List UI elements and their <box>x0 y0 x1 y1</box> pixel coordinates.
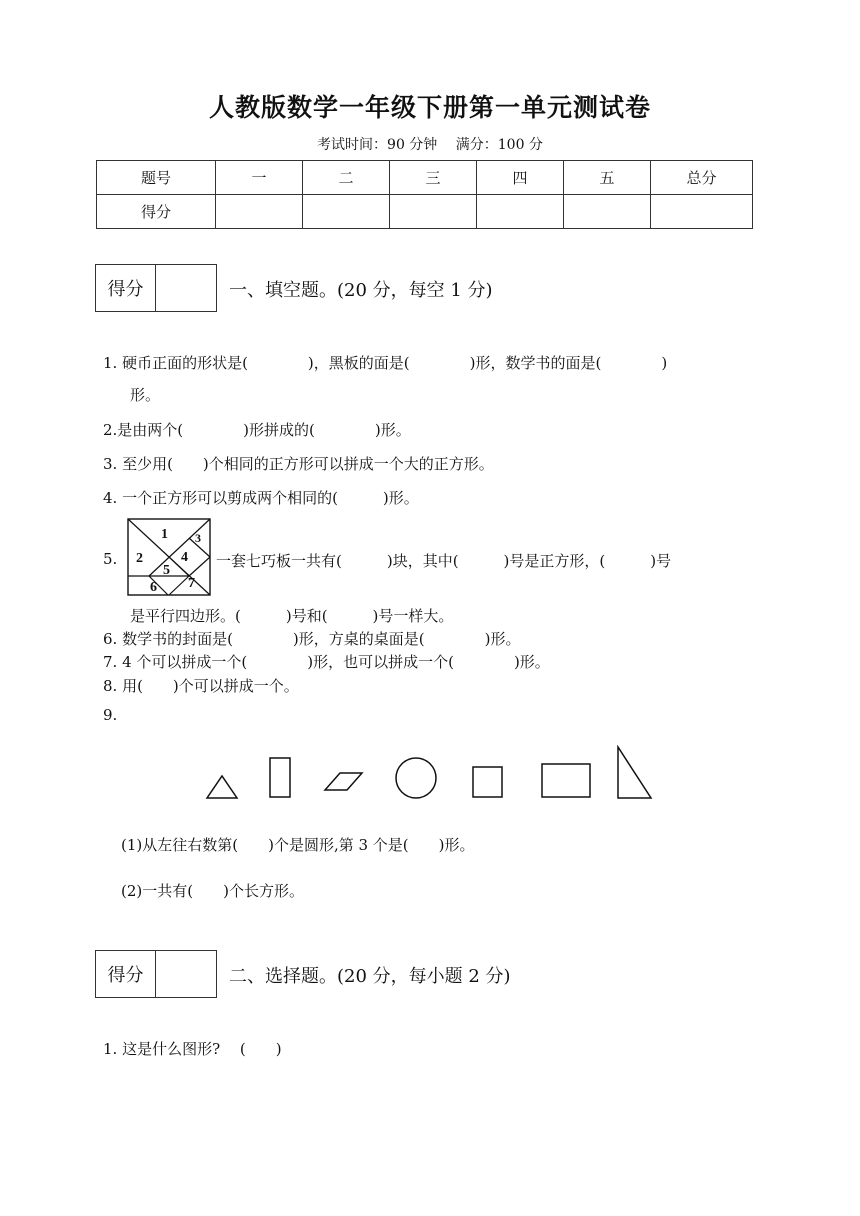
question-5-number: 5. <box>103 550 118 568</box>
parallelogram-icon <box>325 773 362 790</box>
tall-rectangle-icon <box>270 758 290 797</box>
question-9: 9. <box>103 706 118 724</box>
header-cell: 五 <box>564 161 651 195</box>
tangram-label: 7 <box>188 576 195 591</box>
score-cell[interactable] <box>390 195 477 229</box>
score-table <box>96 160 753 229</box>
square-icon <box>473 767 502 797</box>
exam-info: 考试时间：90 分钟 满分：100 分 <box>317 137 543 153</box>
question-4: 4. 一个正方形可以剪成两个相同的( )形。 <box>103 489 419 507</box>
tangram-icon <box>127 518 211 596</box>
score-box-blank[interactable] <box>156 265 216 311</box>
question-1: 1. 硬币正面的形状是( )，黑板的面是( )形，数学书的面是( ) <box>103 354 668 372</box>
right-triangle-icon <box>618 747 651 798</box>
score-box-label: 得分 <box>96 265 156 311</box>
triangle-icon <box>207 776 237 798</box>
page-title: 人教版数学一年级下册第一单元测试卷 <box>208 93 651 122</box>
shape-row <box>200 745 660 805</box>
question-6: 6. 数学书的封面是( )形，方桌的桌面是( )形。 <box>103 630 521 648</box>
score-cell[interactable] <box>216 195 303 229</box>
header-cell: 四 <box>477 161 564 195</box>
score-row-label: 得分 <box>97 195 216 229</box>
header-cell: 题号 <box>97 161 216 195</box>
section1-heading: 一、填空题。(20 分，每空 1 分) <box>229 280 493 301</box>
question-5-cont: 是平行四边形。( )号和( )号一样大。 <box>130 607 454 625</box>
score-box-label: 得分 <box>96 951 156 997</box>
circle-icon <box>396 758 436 798</box>
question-1-cont: 形。 <box>130 386 161 404</box>
tangram-label: 3 <box>195 531 201 545</box>
score-table-score-row <box>97 195 753 229</box>
tangram-label: 2 <box>136 551 143 566</box>
score-cell[interactable] <box>564 195 651 229</box>
header-cell: 总分 <box>651 161 753 195</box>
section2-question-1: 1. 这是什么图形? ( ) <box>103 1040 282 1058</box>
question-3: 3. 至少用( )个相同的正方形可以拼成一个大的正方形。 <box>103 455 494 473</box>
question-5: 一套七巧板一共有( )块，其中( )号是正方形，( )号 <box>216 552 672 570</box>
tangram-label: 5 <box>163 563 170 578</box>
wide-rectangle-icon <box>542 764 590 797</box>
section2-heading: 二、选择题。(20 分，每小题 2 分) <box>229 966 511 987</box>
tangram-label: 6 <box>150 580 157 595</box>
score-cell[interactable] <box>651 195 753 229</box>
header-cell: 三 <box>390 161 477 195</box>
score-table-header-row <box>97 161 753 195</box>
header-cell: 二 <box>303 161 390 195</box>
question-9-part-2: (2)一共有( )个长方形。 <box>121 882 304 900</box>
score-box-blank[interactable] <box>156 951 216 997</box>
tangram-label: 4 <box>181 550 188 565</box>
header-cell: 一 <box>216 161 303 195</box>
section2-score-box <box>95 950 217 998</box>
score-cell[interactable] <box>303 195 390 229</box>
tangram-label: 1 <box>161 527 168 542</box>
score-cell[interactable] <box>477 195 564 229</box>
section1-score-box <box>95 264 217 312</box>
question-9-part-1: (1)从左往右数第( )个是圆形,第 3 个是( )形。 <box>121 836 475 854</box>
question-7: 7. 4 个可以拼成一个( )形，也可以拼成一个( )形。 <box>103 653 550 671</box>
question-2: 2.是由两个( )形拼成的( )形。 <box>103 421 411 439</box>
question-8: 8. 用( )个可以拼成一个。 <box>103 677 299 695</box>
